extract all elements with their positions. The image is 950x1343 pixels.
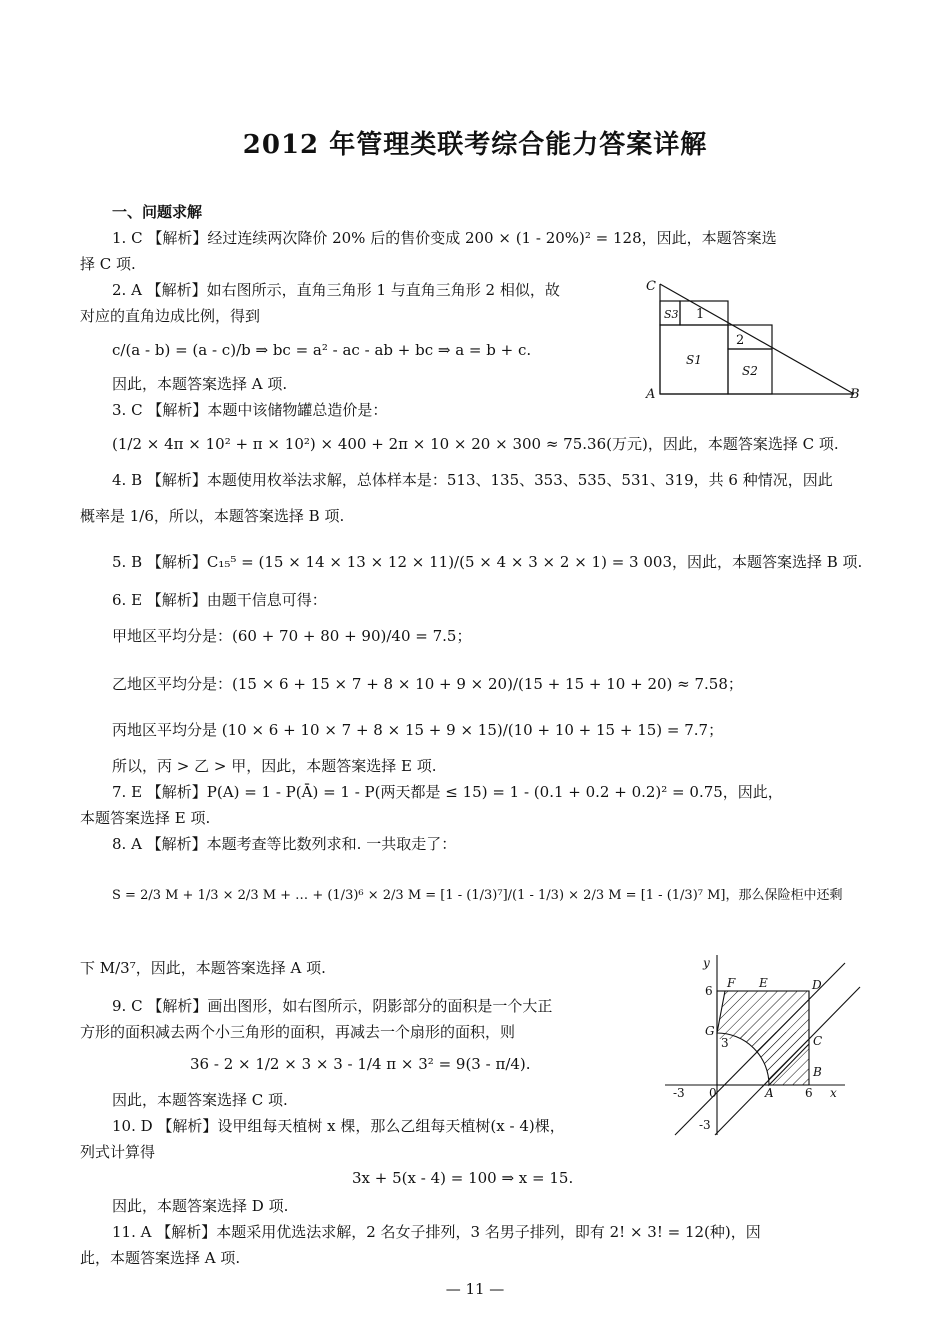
- text-line: 10. D 【解析】设甲组每天植树 x 棵，那么乙组每天植树(x - 4)棵，: [112, 1117, 565, 1135]
- text-line: 因此，本题答案选择 A 项.: [112, 375, 288, 393]
- text-line: 7. E 【解析】P(A) = 1 - P(Ā) = 1 - P(两天都是 ≤ 15) = 1 - (0.1 + 0.2 + 0.2)² = 0.75，因此，: [112, 783, 783, 801]
- text-line: 因此，本题答案选择 D 项.: [112, 1197, 289, 1215]
- tick-y-neg3: -3: [699, 1118, 711, 1132]
- label-c: C: [646, 279, 656, 294]
- shaded-region-figure: [655, 945, 870, 1145]
- equation-line: 5. B 【解析】C₁₅⁵ = (15 × 14 × 13 × 12 × 11)/(5 × 4 × 3 × 2 × 1) = 3 003，因此，本题答案选择 B 项.: [112, 553, 863, 571]
- text-line: 9. C 【解析】画出图形，如右图所示，阴影部分的面积是一个大正: [112, 997, 553, 1015]
- equation-line: 丙地区平均分是 (10 × 6 + 10 × 7 + 8 × 15 + 9 × 15)/(10 + 10 + 15 + 15) = 7.7；: [112, 721, 724, 739]
- text-line: 所以，丙 > 乙 > 甲，因此，本题答案选择 E 项.: [112, 757, 437, 775]
- axis-y-label: y: [703, 956, 710, 970]
- text-line: 列式计算得: [80, 1143, 156, 1161]
- label-s3: S3: [664, 308, 679, 321]
- text-line: 此，本题答案选择 A 项.: [80, 1249, 241, 1267]
- equation-line: (1/2 × 4π × 10² + π × 10²) × 400 + 2π × 10 × 20 × 300 ≈ 75.36(万元)，因此，本题答案选择 C 项.: [112, 435, 839, 453]
- text-line: 因此，本题答案选择 C 项.: [112, 1091, 288, 1109]
- origin-label: 0: [709, 1086, 717, 1100]
- equation-line: S = 2/3 M + 1/3 × 2/3 M + … + (1/3)⁶ × 2/3 M = [1 - (1/3)⁷]/(1 - 1/3) × 2/3 M = [1 - (1/3)⁷ M]，那么保险柜中还剩: [112, 888, 843, 903]
- label-g: G: [705, 1024, 715, 1038]
- text-line: 6. E 【解析】由题干信息可得：: [112, 591, 327, 609]
- label-b2: B: [813, 1065, 822, 1079]
- text-line: 1. C 【解析】经过连续两次降价 20% 后的售价变成 200 × (1 - 20%)² = 128，因此，本题答案选: [112, 229, 777, 247]
- label-a: A: [646, 387, 656, 402]
- text-line: 4. B 【解析】本题使用枚举法求解，总体样本是：513、135、353、535、531、319，共 6 种情况，因此: [112, 471, 833, 489]
- triangle-squares-figure: [640, 270, 870, 410]
- equation-line: 3x + 5(x - 4) = 100 ⇒ x = 15.: [352, 1169, 574, 1187]
- text-line: 2. A 【解析】如右图所示，直角三角形 1 与直角三角形 2 相似，故: [112, 281, 560, 299]
- label-d: D: [812, 978, 822, 992]
- equation-line: 乙地区平均分是：(15 × 6 + 15 × 7 + 8 × 10 + 9 × 20)/(15 + 15 + 10 + 20) ≈ 7.58；: [112, 675, 743, 693]
- text-line: 方形的面积减去两个小三角形的面积，再减去一个扇形的面积，则: [80, 1023, 516, 1041]
- equation-line: 36 - 2 × 1/2 × 3 × 3 - 1/4 π × 3² = 9(3 - π/4).: [190, 1055, 531, 1073]
- label-b: B: [850, 387, 860, 402]
- label-f: F: [727, 976, 736, 990]
- equation-line: c/(a - b) = (a - c)/b ⇒ bc = a² - ac - ab + bc ⇒ a = b + c.: [112, 341, 532, 359]
- text-line: 8. A 【解析】本题考查等比数列求和. 一共取走了：: [112, 835, 457, 853]
- label-1: 1: [696, 307, 705, 322]
- tick-x-neg3: -3: [673, 1086, 685, 1100]
- equation-line: 甲地区平均分是：(60 + 70 + 80 + 90)/40 = 7.5；: [112, 627, 472, 645]
- page-number: — 11 —: [445, 1280, 505, 1298]
- tick-y-3: 3: [721, 1036, 729, 1050]
- section-heading: 一、问题求解: [112, 203, 203, 221]
- text-line: 对应的直角边成比例，得到: [80, 307, 261, 325]
- text-line: 11. A 【解析】本题采用优选法求解，2 名女子排列，3 名男子排列，即有 2! × 3! = 12(种)，因: [112, 1223, 761, 1241]
- axis-x-label: x: [830, 1086, 837, 1100]
- tick-x-6: 6: [805, 1086, 813, 1100]
- label-s1: S1: [686, 353, 702, 367]
- label-s2: S2: [742, 364, 758, 378]
- label-e: E: [759, 976, 768, 990]
- label-2: 2: [736, 333, 745, 348]
- text-line: 择 C 项.: [80, 255, 136, 273]
- page-title: 2012 年管理类联考综合能力答案详解: [242, 130, 708, 160]
- text-line: 下 M/3⁷，因此，本题答案选择 A 项.: [80, 959, 326, 977]
- label-a2: A: [765, 1086, 774, 1100]
- text-line: 本题答案选择 E 项.: [80, 809, 211, 827]
- tick-y-6: 6: [705, 984, 713, 998]
- label-c2: C: [813, 1034, 823, 1048]
- text-line: 概率是 1/6，所以，本题答案选择 B 项.: [80, 507, 345, 525]
- text-line: 3. C 【解析】本题中该储物罐总造价是：: [112, 401, 388, 419]
